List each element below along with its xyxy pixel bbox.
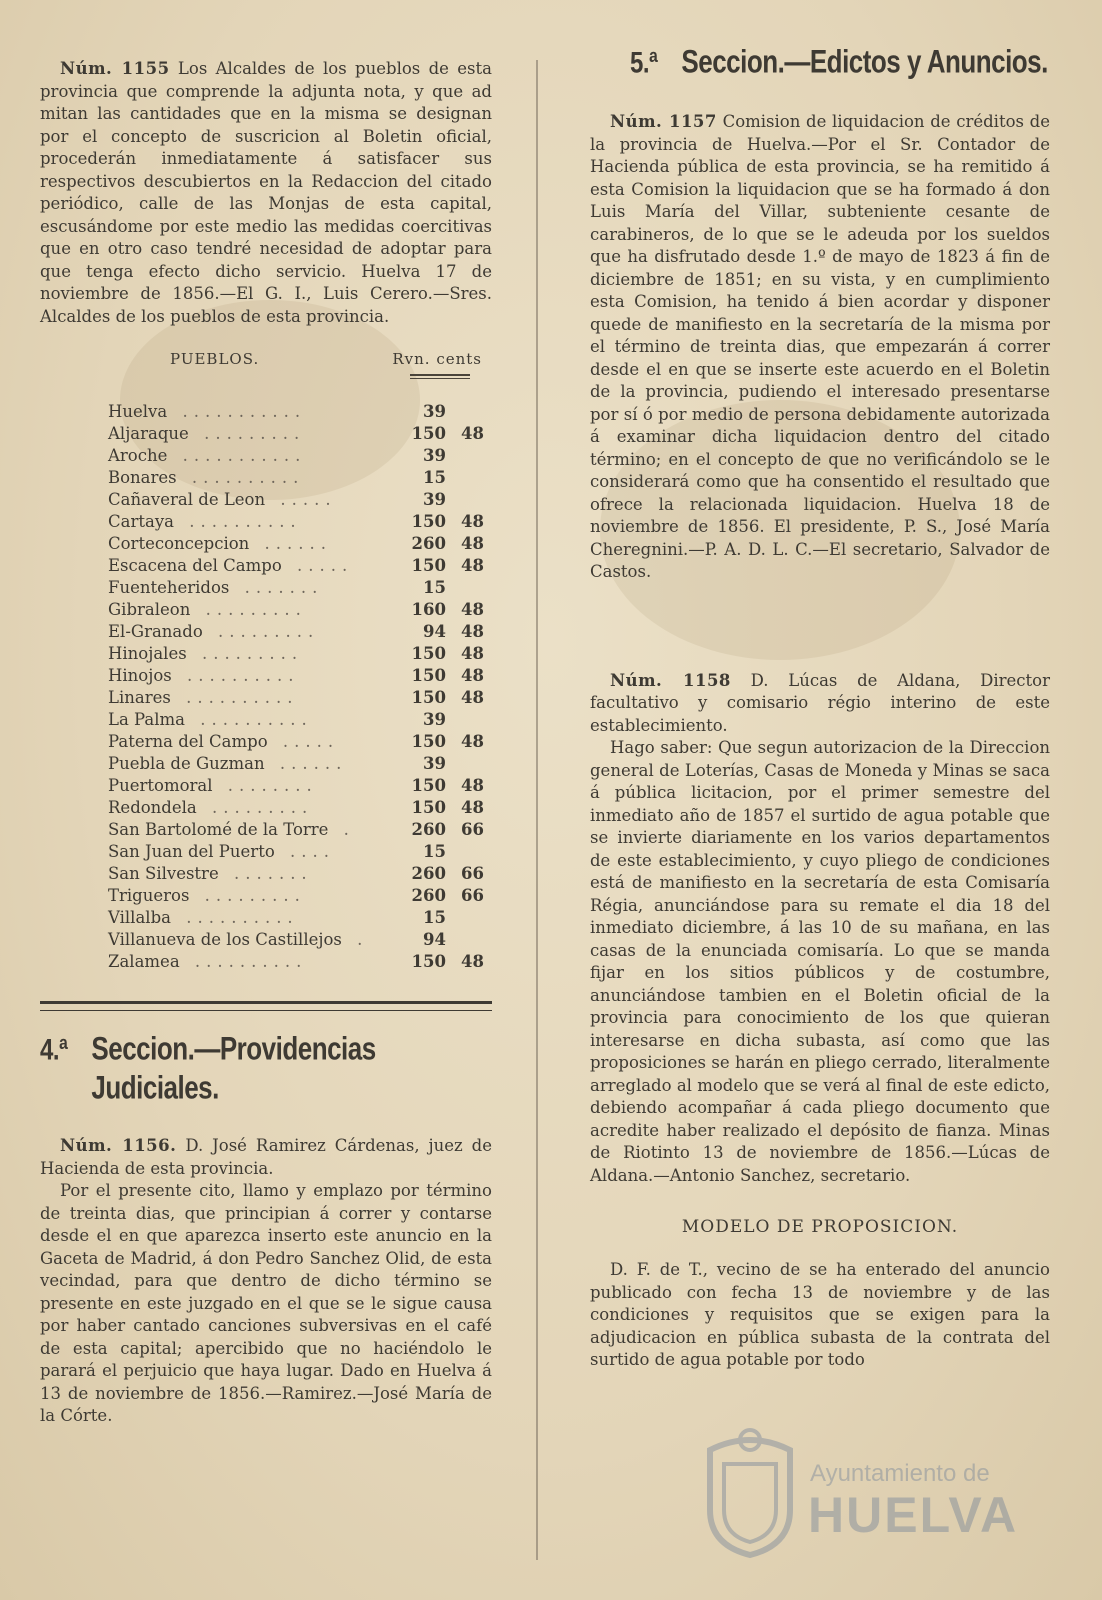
left-column [40,50,492,1428]
notice-1158-body: Hago saber: Que segun autorizacion de la Direccion general de Loterías, Casas de Moneda y Minas se saca á pública licitacion, por el primer semestre del inmediato año de 1857 el surtido de agua potable que se invierte diariamente en los varios departamentos de este establecimiento, y cuyo pliego de condiciones está de manifiesto en la secretaría de esta Comisaría Régia, anunciándose para su remate el dia 18 del inmediato diciembre, á las 10 de su mañana, en las casas de la enunciada comisaría. Lo que se manda fijar en los sitios públicos y de costumbre, anunciándose tambien en el Boletin oficial de la provincia para conocimiento de los que quieran interesarse en dicha subasta, así como que las proposiciones se harán en pliego cerrado, literalmente arreglado al modelo que se verá al final de este edicto, debiendo acompañar á cada pliego documento que acredite haber realizado el depósito de fianza. Minas de Riotinto 13 de noviembre de 1856.—Lúcas de Aldana.—Antonio Sanchez, secretario. [590,738,1050,1185]
table-row [40,665,492,687]
watermark-line1: Ayuntamiento de [810,1460,990,1487]
amount-reales: 94 [423,930,446,949]
table-row [40,819,492,841]
amount-reales: 150 [411,798,446,817]
town-label: Cartaya [108,512,174,531]
header-rule [410,374,470,379]
amount-cents: 48 [461,666,484,685]
amount-cents [446,577,492,599]
amount-reales: 39 [423,490,446,509]
table-row [40,951,492,973]
leader-dots: ........... [171,402,307,421]
town-name [40,599,398,621]
notice-text: Los Alcaldes de los pueblos de esta provincia que comprende la adjunta nota, y que ad mitan las cantidades que en la misma se designan por el concepto de suscricion al Boletin oficial, procederán inmediatamente á satisfacer sus respectivos descubiertos en la Redaccion del citado periódico, calle de las Monjas de esta capital, escusándome por este medio las medidas coercitivas que en otro caso tendré necesidad de adoptar para que tenga efecto dicho servicio. Huelva 17 de noviembre de 1856.—El G. I., Luis Cerero.—Sres. Alcaldes de los pueblos de esta provincia. [40,59,492,326]
amount-reales: 260 [411,886,446,905]
town-name [40,753,398,775]
amount-reales: 39 [423,710,446,729]
town-name [40,885,398,907]
leader-dots: .......... [180,468,305,487]
town-label: Redondela [108,798,197,817]
leader-dots: ...... [268,754,348,773]
amount-cents [446,709,492,731]
town-name [40,401,398,423]
amount-cents: 48 [461,644,484,663]
town-label: Cañaveral de Leon [108,490,266,509]
section-rule [40,1001,492,1011]
table-row [40,929,492,951]
leader-dots: ......... [206,622,320,641]
amount-reales: 94 [423,622,446,641]
table-row [40,753,492,775]
town-name [40,797,398,819]
amount-cents [446,907,492,929]
amount-cents: 66 [461,864,484,883]
town-name [40,445,398,467]
notice-1156-intro [40,1135,492,1180]
leader-dots: . [332,820,355,839]
amount-reales: 39 [423,446,446,465]
town-label: Trigueros [108,886,190,905]
leader-dots: ...... [253,534,333,553]
notice-text: D. José Ramirez Cárdenas, juez de Hacienda de esta provincia. [40,1136,492,1178]
notice-number: Núm. 1155 [60,59,170,78]
amount-cents: 66 [461,820,484,839]
amount-reales: 150 [411,952,446,971]
amount-cents: 66 [461,886,484,905]
amount-reales: 150 [411,556,446,575]
town-name [40,665,398,687]
town-label: Hinojales [108,644,187,663]
table-row [40,863,492,885]
leader-dots: ..... [285,556,354,575]
leader-dots: ..... [271,732,340,751]
town-label: Zalamea [108,952,180,971]
amount-reales: 39 [423,754,446,773]
amount-reales: 150 [411,644,446,663]
leader-dots: .......... [189,710,313,729]
leader-dots: ........ [216,776,318,795]
amount-reales: 260 [411,534,446,553]
amount-cents [446,445,492,467]
notice-text: D. Lúcas de Aldana, Director facultativo y comisario régio interino de este establecimiento. [590,670,1050,735]
amount-cents [446,467,492,489]
amount-cents [446,841,492,863]
town-label: Villanueva de los Castillejos [108,930,342,949]
table-row [40,643,492,665]
col-amount: Rvn. cents [392,350,482,368]
amount-cents: 48 [461,798,484,817]
town-name [40,709,398,731]
town-label: Paterna del Campo [108,732,268,751]
leader-dots: ......... [190,644,304,663]
town-label: Villalba [108,908,171,927]
leader-dots: ....... [233,578,324,597]
amount-cents: 48 [461,534,484,553]
amount-reales: 150 [411,424,446,443]
table-row [40,621,492,643]
amount-reales: 150 [411,512,446,531]
town-name [40,731,398,753]
town-label: Corteconcepcion [108,534,250,553]
town-name [40,863,398,885]
table-row [40,775,492,797]
town-label: El-Granado [108,622,203,641]
amount-reales: 15 [423,578,446,597]
right-column [590,42,1050,1372]
amount-cents: 48 [461,556,484,575]
town-name [40,819,398,841]
amount-cents: 48 [461,732,484,751]
table-row [40,599,492,621]
town-name [40,687,398,709]
amount-reales: 160 [411,600,446,619]
town-name [40,555,398,577]
notice-1155 [40,58,492,328]
table-row [40,555,492,577]
watermark-line2: HUELVA [808,1487,1019,1543]
modelo-title: MODELO DE PROPOSICION. [681,1217,959,1237]
town-label: Fuenteheridos [108,578,230,597]
notice-1156-body: Por el presente cito, llamo y emplazo por término de treinta dias, que principian á correr y contarse desde el en que aparezca inserto este anuncio en la Gaceta de Madrid, á don Pedro Sanchez Olid, de esta vecindad, para que dentro de dicho término se presente en este juzgado en el que se le sigue causa por haber cantado canciones subversivas en el café de esta capital; apercibido que no haciéndolo le parará el perjuicio que haya lugar. Dado en Huelva á 13 de noviembre de 1856.—Ramirez.—José María de la Córte. [40,1181,492,1425]
table-row [40,489,492,511]
amount-cents [446,929,492,951]
amount-cents [446,753,492,775]
town-name [40,423,398,445]
town-label: Linares [108,688,171,707]
notice-number: Núm. 1156. [60,1136,177,1155]
town-name [40,929,398,951]
modelo-text: D. F. de T., vecino de se ha enterado del anuncio publicado con fecha 13 de noviembre y de las condiciones y requisitos que se exigen para la adjudicacion en pública subasta de la contrata del surtido de agua potable por todo [590,1260,1050,1369]
town-name [40,467,398,489]
town-label: Aroche [108,446,168,465]
leader-dots: .......... [183,952,308,971]
town-label: Escacena del Campo [108,556,282,575]
table-row [40,841,492,863]
town-name [40,489,398,511]
amount-reales: 15 [423,468,446,487]
leader-dots: ......... [193,886,306,905]
leader-dots: ....... [222,864,313,883]
section-title: Seccion.—Edictos y Anuncios. [681,42,1048,80]
leader-dots: . [345,930,369,949]
table-header [170,350,482,368]
town-name [40,841,398,863]
amount-cents: 48 [461,512,484,531]
amount-reales: 150 [411,732,446,751]
leader-dots: .......... [177,512,302,531]
table-row [40,797,492,819]
table-row [40,687,492,709]
leader-dots: .......... [174,688,299,707]
town-name [40,621,398,643]
section-number: 5.ª [630,46,658,80]
town-label: Huelva [108,402,168,421]
table-row [40,907,492,929]
notice-1157 [590,111,1050,584]
table-row [40,445,492,467]
amount-cents: 48 [461,600,484,619]
leader-dots: ......... [200,798,314,817]
notice-text: Comision de liquidacion de créditos de la provincia de Huelva.—Por el Sr. Contador de Hacienda pública de esta provincia, se ha remitido á esta Comision la liquidacion que se ha formado á don Luis María del Villar, subteniente cesante de carabineros, de lo que se le adeuda por los sueldos que ha disfrutado desde 1.º de mayo de 1823 á fin de diciembre de 1851; en su vista, y en cumplimiento esta Comision, ha tenido á bien acordar y disponer quede de manifiesto en la secretaría de la misma por el término de treinta dias, que empezarán á correr desde el en que se inserte este acuerdo en el Boletin de la provincia, pudiendo el interesado presentarse por sí ó por medio de persona debidamente autorizada á examinar dicha liquidacion dentro del citado término; en el concepto de que no verificándolo se le considerará como que ha consentido el resultado que ofrece la relacionada liquidacion. Huelva 18 de noviembre de 1856. El presidente, P. S., José María Cheregnini.—P. A. D. L. C.—El secretario, Salvador de Castos. [590,112,1050,581]
town-name [40,511,398,533]
town-label: Hinojos [108,666,172,685]
town-name [40,907,398,929]
leader-dots: ........... [171,446,307,465]
table-row [40,401,492,423]
leader-dots: ..... [269,490,337,509]
town-name [40,643,398,665]
col-pueblos: PUEBLOS. [170,350,260,368]
amount-reales: 150 [411,688,446,707]
pueblos-table [40,401,492,973]
section-5-heading [630,42,1050,81]
amount-reales: 150 [411,666,446,685]
amount-reales: 260 [411,820,446,839]
town-name [40,577,398,599]
town-label: Bonares [108,468,177,487]
coat-of-arms-icon [690,1420,810,1560]
town-name [40,775,398,797]
leader-dots: ......... [192,424,306,443]
section-title: Seccion.—Providencias Judiciales. [91,1029,376,1106]
table-row [40,577,492,599]
leader-dots: .......... [174,908,299,927]
table-row [40,731,492,753]
watermark-logo [690,1420,1090,1570]
notice-1158-intro [590,670,1050,738]
amount-reales: 39 [423,402,446,421]
town-label: Puertomoral [108,776,213,795]
table-row [40,423,492,445]
amount-cents [446,489,492,511]
town-label: Gibraleon [108,600,191,619]
amount-reales: 150 [411,776,446,795]
amount-cents: 48 [461,688,484,707]
amount-cents: 48 [461,776,484,795]
town-label: San Bartolomé de la Torre [108,820,329,839]
town-name [40,533,398,555]
town-name [40,951,398,973]
amount-cents: 48 [461,952,484,971]
table-row [40,533,492,555]
leader-dots: .......... [175,666,300,685]
amount-cents: 48 [461,622,484,641]
amount-reales: 260 [411,864,446,883]
table-row [40,709,492,731]
section-number: 4.ª [40,1033,68,1067]
section-4-heading [40,1030,492,1108]
town-label: San Juan del Puerto [108,842,275,861]
amount-reales: 15 [423,842,446,861]
column-divider [536,60,538,1560]
town-label: Puebla de Guzman [108,754,265,773]
table-row [40,467,492,489]
town-label: La Palma [108,710,185,729]
amount-cents [446,401,492,423]
notice-number: Núm. 1157 [610,112,717,131]
notice-number: Núm. 1158 [610,670,731,690]
table-row [40,885,492,907]
amount-reales: 15 [423,908,446,927]
leader-dots: ......... [194,600,307,619]
leader-dots: .... [278,842,335,861]
amount-cents: 48 [461,424,484,443]
town-label: San Silvestre [108,864,219,883]
table-row [40,511,492,533]
town-label: Aljaraque [108,424,189,443]
